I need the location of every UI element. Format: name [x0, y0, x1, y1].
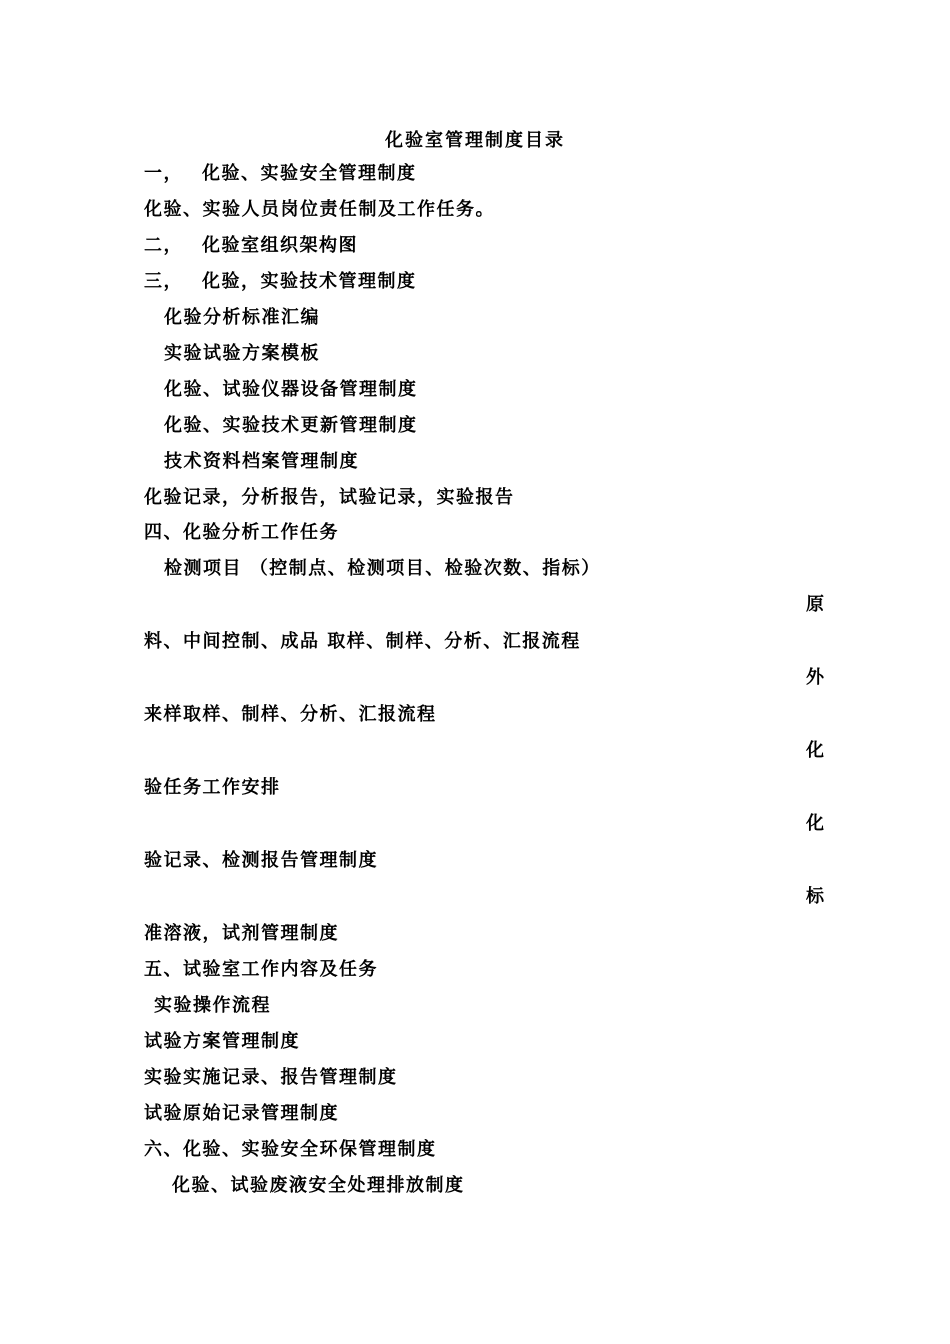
section-5-item: 试验原始记录管理制度: [144, 1103, 339, 1124]
section-5-item: 试验方案管理制度: [144, 1031, 300, 1052]
section-2-title: 化验室组织架构图: [202, 235, 358, 256]
section-6-item: 化验、试验废液安全处理排放制度: [172, 1175, 465, 1196]
section-3-number: 三，: [144, 271, 183, 292]
section-3-item: 化验、试验仪器设备管理制度: [164, 379, 418, 400]
section-3-item: 实验试验方案模板: [164, 343, 320, 364]
section-1-title: 化验、实验安全管理制度: [202, 163, 417, 184]
item-duty: 化验、实验人员岗位责任制及工作任务。: [144, 199, 495, 220]
section-1-number: 一，: [144, 163, 183, 184]
wrapped-first-char: 外: [806, 667, 824, 688]
section-1: [144, 162, 417, 186]
section-3-item: 技术资料档案管理制度: [164, 451, 359, 472]
section-4-detect-items: 检测项目 （控制点、检测项目、检验次数、指标）: [164, 558, 601, 579]
section-5-title: 五、试验室工作内容及任务: [144, 959, 378, 980]
wrapped-rest: 来样取样、制样、分析、汇报流程: [144, 704, 437, 725]
section-3-title: 化验，实验技术管理制度: [202, 271, 417, 292]
section-5-item: 实验实施记录、报告管理制度: [144, 1067, 398, 1088]
wrapped-first-char: 标: [806, 886, 824, 907]
section-6-title: 六、化验、实验安全环保管理制度: [144, 1139, 437, 1160]
section-4-title: 四、化验分析工作任务: [144, 522, 339, 543]
section-3-item: 化验、实验技术更新管理制度: [164, 415, 418, 436]
wrapped-first-char: 原: [806, 594, 824, 615]
wrapped-rest: 料、中间控制、成品 取样、制样、分析、汇报流程: [144, 631, 581, 652]
wrapped-rest: 准溶液，试剂管理制度: [144, 923, 339, 944]
wrapped-first-char: 化: [806, 740, 824, 761]
section-3-item: 化验分析标准汇编: [164, 307, 320, 328]
item-records: 化验记录，分析报告，试验记录，实验报告: [144, 487, 515, 508]
page-title: 化验室管理制度目录: [385, 130, 565, 151]
section-3: [144, 270, 417, 294]
wrapped-rest: 验记录、检测报告管理制度: [144, 850, 378, 871]
wrapped-rest: 验任务工作安排: [144, 777, 281, 798]
wrapped-first-char: 化: [806, 813, 824, 834]
section-5-item: 实验操作流程: [154, 995, 271, 1016]
section-2: [144, 234, 358, 258]
section-2-number: 二，: [144, 235, 183, 256]
